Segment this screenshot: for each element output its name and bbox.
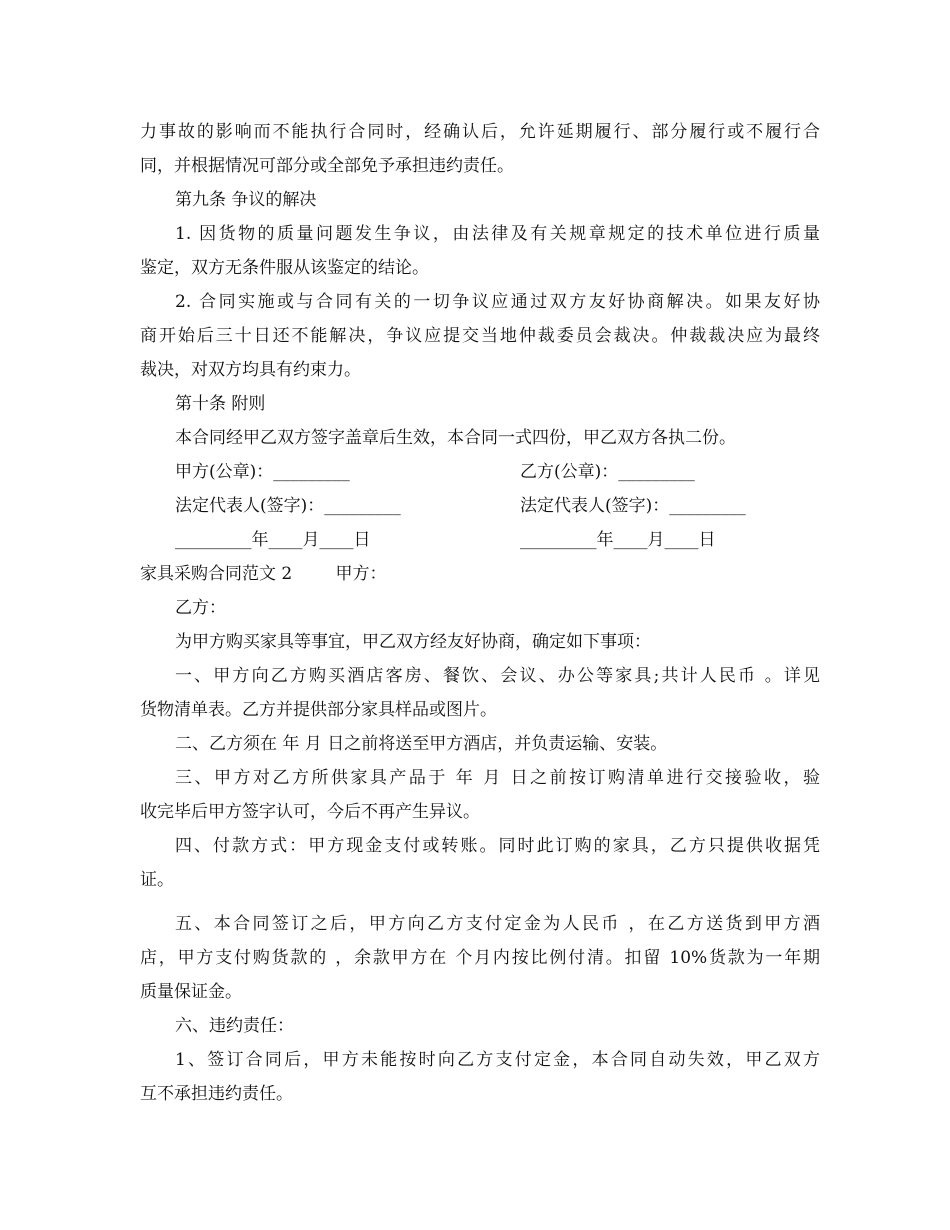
text-line: 2. 合同实施或与合同有关的一切争议应通过双方友好协商解决。如果友好协 <box>175 292 820 312</box>
text-line: 本合同经甲乙双方签字盖章后生效，本合同一式四份，甲乙双方各执二份。 <box>175 428 736 448</box>
party-a-representative-field: 法定代表人(签字)：_________ <box>175 496 401 516</box>
party-a-date-field: _________年____月____日 <box>175 530 371 550</box>
text-line: 1. 因货物的质量问题发生争议，由法律及有关规章规定的技术单位进行质量 <box>175 224 820 244</box>
text-line: 互不承担违约责任。 <box>140 1084 293 1104</box>
text-line: 二、乙方须在 年 月 日之前将送至甲方酒店，并负责运输、安装。 <box>175 734 668 754</box>
section-heading-article-9: 第九条 争议的解决 <box>175 190 317 210</box>
text-line: 五、本合同签订之后，甲方向乙方支付定金为人民币 ，在乙方送货到甲方酒 <box>175 914 820 934</box>
text-line: 鉴定，双方无条件服从该鉴定的结论。 <box>140 258 429 278</box>
text-line: 证。 <box>140 870 174 890</box>
section-heading-article-10: 第十条 附则 <box>175 394 266 414</box>
text-line: 乙方： <box>175 598 226 618</box>
text-line: 收完毕后甲方签字认可，今后不再产生异议。 <box>140 802 480 822</box>
text-line: 商开始后三十日还不能解决，争议应提交当地仲裁委员会裁决。仲裁裁决应为最终 <box>140 326 820 346</box>
text-line: 1、签订合同后，甲方未能按时向乙方支付定金，本合同自动失效，甲乙双方 <box>175 1050 820 1070</box>
text-line: 力事故的影响而不能执行合同时，经确认后，允许延期履行、部分履行或不履行合 <box>140 122 820 142</box>
text-line: 裁决，对双方均具有约束力。 <box>140 360 361 380</box>
text-line: 三、甲方对乙方所供家具产品于 年 月 日之前按订购清单进行交接验收，验 <box>175 768 820 788</box>
text-line: 为甲方购买家具等事宜，甲乙双方经友好协商，确定如下事项： <box>175 632 651 652</box>
party-b-representative-field: 法定代表人(签字)：_________ <box>520 496 746 516</box>
party-b-date-field: _________年____月____日 <box>520 530 716 550</box>
text-line: 货物清单表。乙方并提供部分家具样品或图片。 <box>140 700 497 720</box>
text-line: 六、违约责任： <box>175 1016 294 1036</box>
text-line: 质量保证金。 <box>140 982 242 1002</box>
party-a-seal-field: 甲方(公章)：_________ <box>175 462 350 482</box>
text-line: 一、甲方向乙方购买酒店客房、餐饮、会议、办公等家具;共计人民币 。详见 <box>175 666 820 686</box>
document-title-line: 家具采购合同范文 2 甲方： <box>140 564 387 584</box>
text-line: 店，甲方支付购货款的 ，余款甲方在 个月内按比例付清。扣留 10%货款为一年期 <box>140 948 820 968</box>
text-line: 四、付款方式：甲方现金支付或转账。同时此订购的家具，乙方只提供收据凭 <box>175 836 820 856</box>
text-line: 同，并根据情况可部分或全部免予承担违约责任。 <box>140 156 514 176</box>
party-b-seal-field: 乙方(公章)：_________ <box>520 462 695 482</box>
